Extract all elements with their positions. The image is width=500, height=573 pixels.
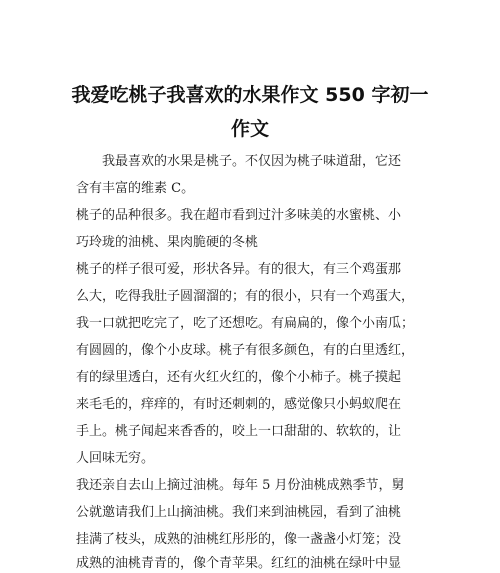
body-line: 我还亲自去山上摘过油桃。每年 5 月份油桃成熟季节，舅 — [76, 478, 405, 493]
body-line: 我最喜欢的水果是桃子。不仅因为桃子味道甜，它还 — [76, 154, 402, 169]
body-line: 挂满了枝头，成熟的油桃红彤彤的，像一盏盏小灯笼；没 — [76, 532, 402, 547]
body-line: 手上。桃子闻起来香香的，咬上一口甜甜的、软软的，让 — [76, 424, 402, 439]
body-line: 人回味无穷。 — [76, 451, 155, 466]
body-line: 有圆圆的，像个小皮球。桃子有很多颜色，有的白里透红， — [76, 343, 415, 358]
body-line: 巧玲珑的油桃、果肉脆硬的冬桃 — [76, 235, 259, 250]
body-line: 桃子的品种很多。我在超市看到过汁多味美的水蜜桃、小 — [76, 208, 402, 223]
body-line: 有的绿里透白，还有火红火红的，像个小柿子。桃子摸起 — [76, 370, 402, 385]
body-line: 么大，吃得我肚子圆溜溜的；有的很小，只有一个鸡蛋大， — [76, 289, 415, 304]
body-line: 公就邀请我们上山摘油桃。我们来到油桃园，看到了油桃 — [76, 505, 402, 520]
document-title-line-1: 我爱吃桃子我喜欢的水果作文 550 字初一 — [71, 84, 429, 106]
body-line: 来毛毛的，痒痒的，有时还刺刺的，感觉像只小蚂蚁爬在 — [76, 397, 402, 412]
body-line: 含有丰富的维素 C。 — [76, 181, 195, 196]
document-title-line-2: 作文 — [230, 118, 269, 140]
body-line: 我一口就把吃完了，吃了还想吃。有扁扁的，像个小南瓜； — [76, 316, 415, 331]
body-line: 桃子的样子很可爱，形状各异。有的很大，有三个鸡蛋那 — [76, 262, 402, 277]
body-line: 成熟的油桃青青的，像个青苹果。红红的油桃在绿叶中显 — [76, 556, 402, 571]
